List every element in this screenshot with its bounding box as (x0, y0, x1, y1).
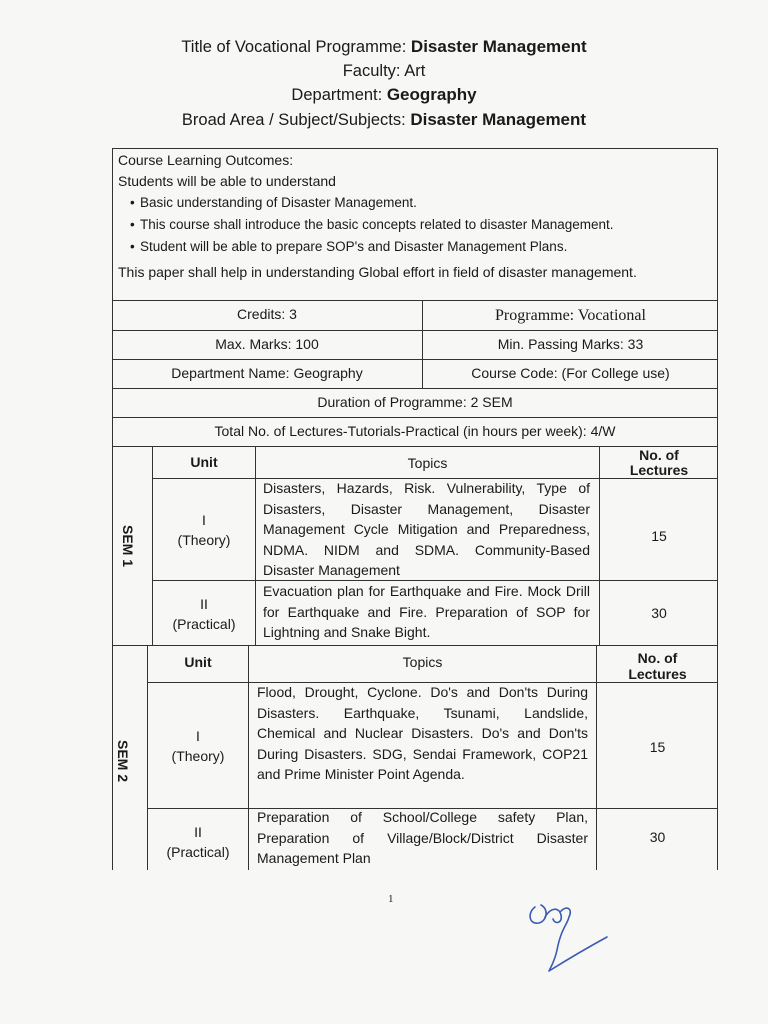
unit-type: (Theory) (171, 748, 225, 764)
sem2-label: SEM 2 (115, 739, 131, 782)
sem1-unit2-lectures: 30 (651, 605, 667, 621)
sem1-unit2-topics: Evacuation plan for Earthquake and Fire. Mock Drill for Earthquake and Fire. Preparation of SOP for Lightning and Snake Bight. (263, 583, 590, 640)
outcomes-heading: Course Learning Outcomes: (118, 152, 294, 168)
lectures-total-cell: Total No. of Lectures-Tutorials-Practical (in hours per week): 4/W (214, 423, 616, 439)
lectures-header-line1: No. of (639, 447, 679, 463)
lectures-header-line1: No. of (637, 650, 678, 666)
unit-type: (Practical) (172, 616, 236, 632)
document-header (0, 35, 768, 132)
lectures-header (600, 448, 718, 478)
broad-area-value: Disaster Management (410, 109, 587, 129)
programme-title-value: Disaster Management (410, 37, 587, 56)
learning-outcomes (118, 150, 718, 283)
department-line (0, 83, 768, 108)
unit-number: II (194, 824, 202, 840)
duration-cell: Duration of Programme: 2 SEM (317, 394, 513, 410)
signature (515, 895, 625, 980)
sem1-unit1 (153, 510, 255, 550)
min-marks-cell: Min. Passing Marks: 33 (497, 336, 644, 352)
outcome-item: • This course shall introduce the basic concepts related to disaster Management. (130, 214, 718, 236)
sem1-unit2 (153, 594, 255, 634)
sem2-unit1-lectures: 15 (649, 739, 666, 755)
topics-header: Topics (402, 654, 443, 670)
unit-number: I (196, 728, 200, 744)
lectures-header-line2: Lectures (628, 666, 687, 682)
broad-area-label: Broad Area / Subject/Subjects: (181, 110, 406, 129)
unit-number: II (200, 596, 208, 612)
faculty-value: Art (404, 61, 426, 80)
programme-title-label: Title of Vocational Programme: (181, 38, 407, 56)
outcome-item: • Student will be able to prepare SOP's and Disaster Management Plans. (130, 236, 718, 258)
sem1-unit1-topics: Disasters, Hazards, Risk. Vulnerability, Type of Disasters, Disaster Management, Disaster Management Cycle Mitigation and Preparedness, NDMA. NIDM and SDMA. Community-Based Disaster Management (263, 480, 590, 578)
grid-line (112, 446, 718, 447)
max-marks-cell: Max. Marks: 100 (215, 336, 319, 352)
lectures-header-line2: Lectures (629, 462, 689, 478)
sem2-unit1-topics: Flood, Drought, Cyclone. Do's and Don'ts During Disasters. Earthquake, Tsunami, Landslide, Chemical and Nuclear Disasters. Do's and Don'ts During Disasters. SDG, Sendai Framework, COP21 and Prime Minister Point Agenda. (257, 684, 588, 782)
unit-number: I (202, 512, 206, 528)
sem2-unit1 (148, 726, 248, 766)
programme-title-line (0, 35, 768, 60)
department-cell: Department Name: Geography (171, 365, 363, 381)
page-number: 1 (388, 893, 394, 905)
topics-header: Topics (407, 455, 448, 471)
sem1-label: SEM 1 (120, 524, 136, 567)
faculty-line (0, 60, 768, 84)
department-value: Geography (386, 85, 477, 104)
unit-type: (Theory) (177, 532, 231, 548)
outcomes-closing: This paper shall help in understanding Global effort in field of disaster management. (118, 264, 637, 280)
outcomes-intro: Students will be able to understand (118, 173, 336, 189)
course-code-cell: Course Code: (For College use) (471, 365, 670, 381)
sem1-unit1-lectures: 15 (651, 528, 667, 544)
unit-header: Unit (190, 454, 218, 470)
grid-line (112, 645, 718, 646)
table-border-top (112, 148, 718, 149)
department-label: Department: (291, 86, 383, 104)
sem2-unit2 (148, 822, 248, 862)
outcomes-list (118, 192, 718, 258)
faculty-label: Faculty: (342, 61, 401, 80)
sem2-unit2-topics: Preparation of School/College safety Plan, Preparation of Village/Block/District Disaster Management Plan (257, 809, 588, 866)
table-border-left (112, 148, 113, 870)
broad-area-line (0, 108, 768, 133)
grid-line (248, 645, 249, 870)
sem2-unit2-lectures: 30 (649, 829, 666, 845)
course-table (112, 148, 718, 870)
unit-header: Unit (184, 654, 212, 670)
outcome-item: • Basic understanding of Disaster Management. (130, 192, 718, 214)
lectures-header (597, 650, 718, 682)
programme-cell: Programme: Vocational (495, 307, 646, 324)
credits-cell: Credits: 3 (237, 306, 297, 322)
unit-type: (Practical) (166, 844, 230, 860)
